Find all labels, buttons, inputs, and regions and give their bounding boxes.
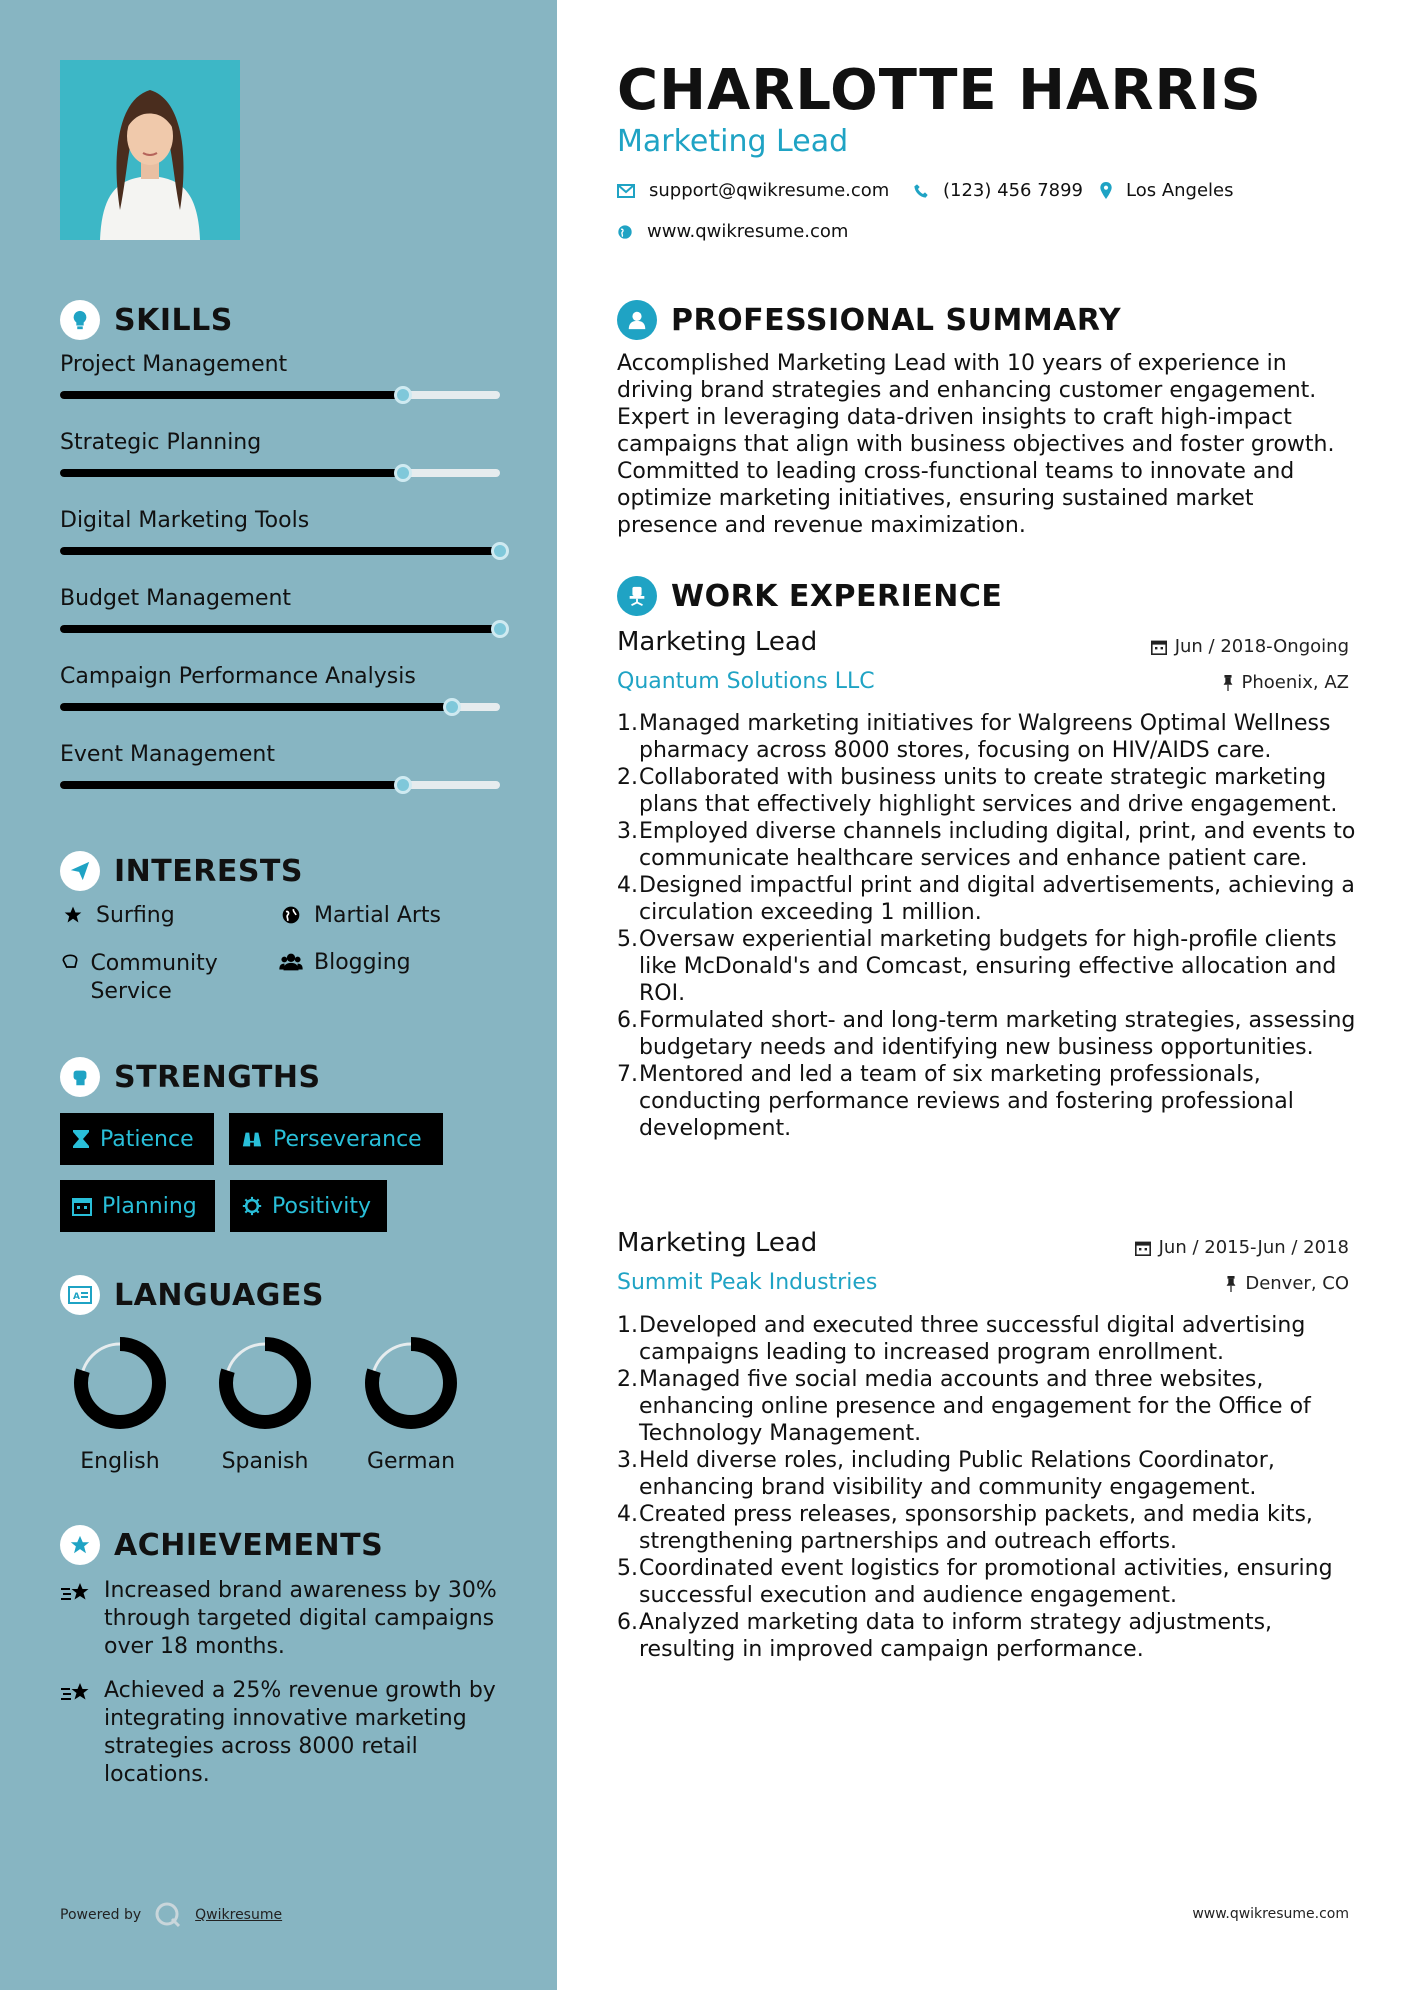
language-name: German (366, 1449, 456, 1474)
skill-item (60, 508, 500, 555)
fist-icon (60, 1057, 100, 1097)
phone-icon (913, 183, 929, 199)
skill-bar (60, 781, 500, 789)
contact-email (617, 180, 889, 201)
powered-by: Powered by Qwikresume (60, 1900, 282, 1930)
skill-name: Event Management (60, 742, 275, 767)
skill-name: Project Management (60, 352, 288, 377)
list-item: 2. Managed five social media accounts and three websites, enhancing online presence and engagement for the Office of Technology Management. (617, 1367, 1311, 1446)
users-icon (278, 950, 304, 972)
globe-icon (278, 903, 304, 925)
interest-item: Martial Arts (278, 903, 441, 928)
skill-bar (60, 703, 500, 711)
skill-bar (60, 469, 500, 477)
skill-bar (60, 547, 500, 555)
qwikresume-link[interactable]: Qwikresume (195, 1907, 283, 1923)
strength-tag: Patience (60, 1113, 214, 1165)
skill-knob (443, 698, 461, 716)
pushpin-icon (1225, 1276, 1237, 1292)
skill-name: Digital Marketing Tools (60, 508, 310, 533)
achievement-item: Achieved a 25% revenue growth by integrating innovative marketing strategies across 8000 retail locations. (60, 1677, 510, 1789)
job-location: Denver, CO (1225, 1273, 1349, 1294)
office-chair-icon (617, 576, 657, 616)
footer-website[interactable]: www.qwikresume.com (1192, 1906, 1349, 1922)
map-pin-icon (1100, 182, 1112, 199)
languages-heading: A LANGUAGES (60, 1275, 324, 1315)
list-item: 6. Formulated short- and long-term marketing strategies, assessing budgetary needs and identifying new business opportunities. (617, 1008, 1356, 1060)
job-company: Summit Peak Industries (617, 1270, 878, 1295)
job-responsibilities (617, 710, 1357, 1142)
cog-icon (242, 1196, 262, 1216)
interest-item: Blogging (278, 950, 411, 975)
interests-heading: INTERESTS (60, 851, 303, 891)
lightbulb-icon (60, 300, 100, 340)
list-item: 5. Oversaw experiential marketing budgets for high-profile clients like McDonald's and Comcast, ensuring effective allocation and ROI. (617, 927, 1337, 1006)
shooting-star-icon (60, 1577, 104, 1661)
phone-link[interactable]: (123) 456 7899 (943, 180, 1084, 201)
hand-icon (60, 950, 80, 972)
language-item (65, 1335, 175, 1474)
skill-bar (60, 625, 500, 633)
skill-knob (394, 464, 412, 482)
achievement-item: Increased brand awareness by 30% through targeted digital campaigns over 18 months. (60, 1577, 510, 1661)
shooting-star-icon (60, 1677, 104, 1789)
language-item (210, 1335, 320, 1474)
list-item: 3. Held diverse roles, including Public Relations Coordinator, enhancing brand visibility and community engagement. (617, 1448, 1275, 1500)
list-item: 2. Collaborated with business units to create strategic marketing plans that effectively highlight services and drive engagement. (617, 765, 1338, 817)
binoculars-icon (241, 1129, 263, 1149)
skill-knob (394, 386, 412, 404)
paper-plane-icon (60, 851, 100, 891)
skill-name: Strategic Planning (60, 430, 262, 455)
skill-item (60, 742, 500, 789)
website-link[interactable]: www.qwikresume.com (647, 221, 849, 242)
user-icon (617, 300, 657, 340)
list-item: 1. Managed marketing initiatives for Walgreens Optimal Wellness pharmacy across 8000 stores, focusing on HIV/AIDS care. (617, 711, 1331, 763)
qwikresume-logo-icon (153, 1900, 183, 1930)
star-icon (60, 903, 86, 925)
interest-item: Community Service (60, 950, 260, 1006)
envelope-icon (617, 184, 635, 198)
language-item (356, 1335, 466, 1474)
hourglass-icon (72, 1129, 90, 1149)
calendar-icon (1151, 639, 1167, 655)
contact-phone (913, 180, 1083, 201)
job-title: Marketing Lead (617, 1228, 818, 1258)
sidebar (0, 0, 557, 1990)
globe-icon (617, 224, 633, 240)
job-company: Quantum Solutions LLC (617, 669, 875, 694)
job-title: Marketing Lead (617, 627, 818, 657)
skill-item (60, 586, 500, 633)
language-icon (60, 1275, 100, 1315)
language-name: English (80, 1449, 160, 1474)
candidate-name: CHARLOTTE HARRIS (617, 58, 1262, 123)
skill-bar (60, 391, 500, 399)
profile-photo (60, 60, 240, 240)
experience-heading: WORK EXPERIENCE (617, 576, 1002, 616)
list-item: 4. Designed impactful print and digital advertisements, achieving a circulation exceeding 1 million. (617, 873, 1355, 925)
email-link[interactable]: support@qwikresume.com (649, 180, 890, 201)
star-badge-icon (60, 1525, 100, 1565)
summary-text: Accomplished Marketing Lead with 10 years of experience in driving brand strategies and enhancing customer engagement. Expert in leveraging data-driven insights to craft high-impact campaigns that align with business objectives and foster growth. Committed to leading cross-functional teams to innovate and optimize marketing initiatives, ensuring sustained market presence and revenue maximization. (617, 351, 1335, 538)
job-dates: Jun / 2018-Ongoing (1151, 636, 1349, 657)
language-name: Spanish (221, 1449, 309, 1474)
skill-item (60, 352, 500, 399)
skill-knob (491, 620, 509, 638)
calendar-icon (72, 1196, 92, 1216)
strength-tag: Perseverance (229, 1113, 443, 1165)
strength-tag: Positivity (230, 1180, 387, 1232)
interest-item: Surfing (60, 903, 175, 928)
candidate-title: Marketing Lead (617, 124, 849, 159)
skill-knob (491, 542, 509, 560)
list-item: 3. Employed diverse channels including digital, print, and events to communicate healthcare services and enhance patient care. (617, 819, 1356, 871)
skill-name: Campaign Performance Analysis (60, 664, 416, 689)
list-item: 1. Developed and executed three successful digital advertising campaigns leading to increased program enrollment. (617, 1313, 1306, 1365)
svg-text:A: A (73, 1292, 81, 1302)
list-item: 6. Analyzed marketing data to inform strategy adjustments, resulting in improved campaign performance. (617, 1610, 1273, 1662)
skill-knob (394, 776, 412, 794)
list-item: 5. Coordinated event logistics for promotional activities, ensuring successful execution and audience engagement. (617, 1556, 1333, 1608)
pushpin-icon (1222, 675, 1234, 691)
summary-heading: PROFESSIONAL SUMMARY (617, 300, 1121, 340)
calendar-icon (1135, 1240, 1151, 1256)
contact-location: Los Angeles (1100, 180, 1234, 201)
contact-website (617, 221, 848, 242)
language-gauge (363, 1335, 459, 1431)
job-dates: Jun / 2015-Jun / 2018 (1135, 1237, 1349, 1258)
skill-item (60, 430, 500, 477)
list-item: 4. Created press releases, sponsorship packets, and media kits, strengthening partnerships and outreach efforts. (617, 1502, 1313, 1554)
job-responsibilities (617, 1312, 1357, 1663)
skills-heading: SKILLS (60, 300, 233, 340)
language-gauge (217, 1335, 313, 1431)
job-location: Phoenix, AZ (1222, 672, 1350, 693)
skill-name: Budget Management (60, 586, 292, 611)
list-item: 7. Mentored and led a team of six marketing professionals, conducting performance reviews and fostering professional development. (617, 1062, 1294, 1141)
skill-item (60, 664, 500, 711)
achievements-heading: ACHIEVEMENTS (60, 1525, 383, 1565)
language-gauge (72, 1335, 168, 1431)
strengths-heading: STRENGTHS (60, 1057, 321, 1097)
strength-tag: Planning (60, 1180, 215, 1232)
